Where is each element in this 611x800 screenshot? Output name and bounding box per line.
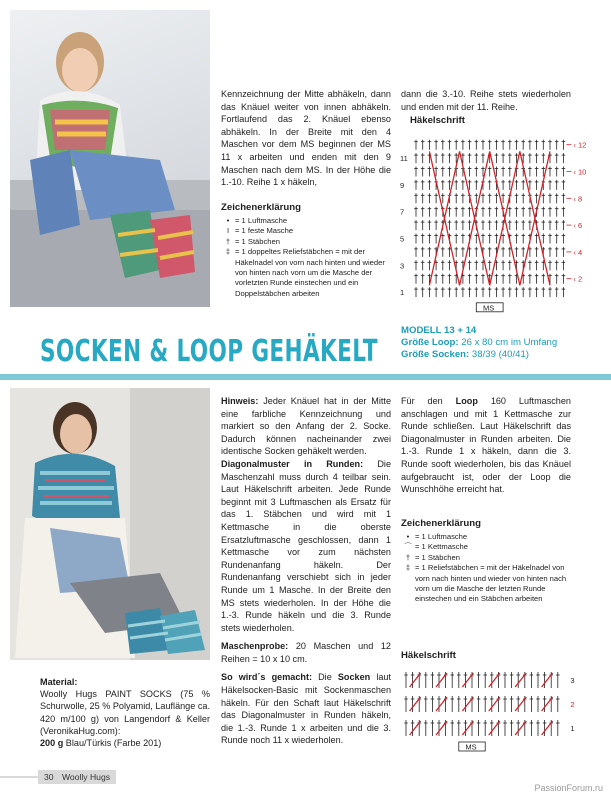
text-instructions-right: Für den Loop 160 Luftmaschen anschlagen und mit 1 Kettmasche zur Runde schließen. Laut Häkelschrift das Diagonalmuster in Runden arbeiten. Die 1.-3. Runde 1 x häkeln, dann die 3. Runde sooft wiederholen, bis das Knäuel aufgebraucht ist, oder der Loop die Wunschhöhe erreicht hat. bbox=[401, 396, 571, 495]
chart-1-title: Häkelschrift bbox=[410, 115, 465, 126]
row-label: ‹ 6 bbox=[573, 221, 583, 231]
legend-2-item: † = 1 Stäbchen bbox=[405, 552, 460, 562]
model-number: MODELL 13 + 14 bbox=[401, 325, 477, 336]
legend-1-item: I = 1 feste Masche bbox=[226, 226, 294, 236]
footer-line bbox=[0, 776, 38, 778]
crochet-chart-2 bbox=[398, 662, 588, 754]
row-label: 1 bbox=[400, 288, 405, 298]
row-label: 3 bbox=[400, 261, 405, 271]
row-label: ‹ 4 bbox=[573, 247, 583, 257]
legend-1 bbox=[221, 216, 391, 299]
size-loop: Größe Loop: 26 x 80 cm im Umfang bbox=[401, 337, 558, 348]
ms-label: MS bbox=[483, 303, 495, 313]
watermark: PassionForum.ru bbox=[534, 783, 603, 793]
row-label: 1 bbox=[570, 724, 575, 733]
row-label: 5 bbox=[400, 234, 405, 244]
page-number: 30 bbox=[44, 772, 54, 782]
text-instructions-top-left: Kennzeichnung der Mitte abhäkeln, dann das Knäuel weiter von innen abhäkeln. Fortlaufend das 2. Knäuel ebenso abhäkeln. In der Breite mit den 4 Maschen vor dem MS beginnen der MS 11 x arbeiten und enden mit den 9 Maschen nach dem MS. In der Höhe die 1.-10. Reihe 1 x häkeln, bbox=[221, 89, 391, 188]
row-label: 2 bbox=[570, 700, 575, 709]
photo-model-loop-socks-bottom bbox=[10, 388, 210, 660]
legend-1-item: † = 1 Stäbchen bbox=[225, 236, 280, 246]
row-label: ‹ 2 bbox=[573, 274, 583, 284]
material-block: Material: Woolly Hugs PAINT SOCKS (75 % Schurwolle, 25 % Polyamid, Lauflänge ca. 420 m/100 g) von Langendorf & Keller (VeronikaHug.com): 200 g Blau/Türkis (Farbe 201) bbox=[40, 677, 210, 749]
size-socks: Größe Socken: 38/39 (40/41) bbox=[401, 349, 529, 360]
row-label: 3 bbox=[570, 676, 575, 685]
model-info bbox=[401, 325, 557, 361]
legend-2 bbox=[401, 532, 577, 605]
row-label: ‹ 8 bbox=[573, 194, 583, 204]
row-label: ‹ 12 bbox=[573, 140, 587, 150]
legend-2-title: Zeichenerklärung bbox=[401, 518, 481, 529]
row-label: 11 bbox=[400, 154, 408, 164]
text-instructions-top-right: dann die 3.-10. Reihe stets wiederholen und enden mit der 11. Reihe. bbox=[401, 89, 571, 112]
chart-2-title: Häkelschrift bbox=[401, 650, 456, 661]
page-title: SOCKEN & LOOP GEHÄKELT bbox=[40, 334, 378, 369]
row-label: 9 bbox=[400, 180, 405, 190]
text-instructions-middle: Hinweis: Jeder Knäuel hat in der Mitte eine farbliche Kennzeichnung und markiert so den Anfang der 2. Socke. Dadurch können nacheinander zwei identische Socken gehäkelt werden. Diagonalmuster in Runden: Die Maschenzahl muss durch 4 teilbar sein. Laut Häkelschrift arbeiten. Jede Runde beginnt mit 3 Luftmaschen als Ersatz für das 1. Stäbchen und wird mit 1 Kettmasche in die oberste Ersatzluftmasche geschlossen, dann 1 Kettmasche vor zum nächsten Rundenanfang häkeln. Der Rundenanfang verschiebt sich in jeder Runde um 1 Masche. In der Breite den MS stets wiederholen. In der Höhe die 1.-3. Runde häkeln und die 3. Runde stets wiederholen. Maschenprobe: 20 Maschen und 12 Reihen = 10 x 10 cm. So wird´s gemacht: Die Socken laut Häkelsocken-Basic mit Sockenmaschen häkeln. Für den Schaft laut Häkelschrift das Diagonalmuster in Runden häkeln, die 1.-3. Runde 1 x arbeiten und die 3. Runde noch 11 x wiederholen. bbox=[221, 396, 392, 746]
title-band bbox=[0, 374, 611, 380]
legend-2-item: ⌒ = 1 Kettmasche bbox=[404, 542, 468, 552]
ms-label: MS bbox=[465, 742, 477, 752]
legend-1-item: • = 1 Luftmasche bbox=[226, 216, 288, 225]
page-footer bbox=[38, 770, 116, 784]
legend-2-item: • = 1 Luftmasche bbox=[406, 532, 468, 541]
magazine-name: Woolly Hugs bbox=[61, 772, 111, 782]
photo-model-loop-socks-top bbox=[10, 10, 210, 307]
row-label: ‹ 10 bbox=[573, 167, 587, 177]
legend-1-item: ‡ = 1 doppeltes Reliefstäbchen = mit der Häkelnadel von vorn nach hinten und wieder von hinten nach vorn um die Masche der vorletzten Runde einstechen und ein Doppelstäbchen arbeiten bbox=[225, 247, 385, 298]
legend-1-title: Zeichenerklärung bbox=[221, 202, 301, 213]
legend-2-item: ‡ = 1 Reliefstäbchen = mit der Häkelnadel von vorn nach hinten und wieder von hinten nach vorn um die Masche der letzten Runde einstechen und ein Stäbchen arbeiten bbox=[405, 563, 567, 604]
row-label: 7 bbox=[400, 207, 405, 217]
crochet-chart-1 bbox=[398, 128, 588, 313]
